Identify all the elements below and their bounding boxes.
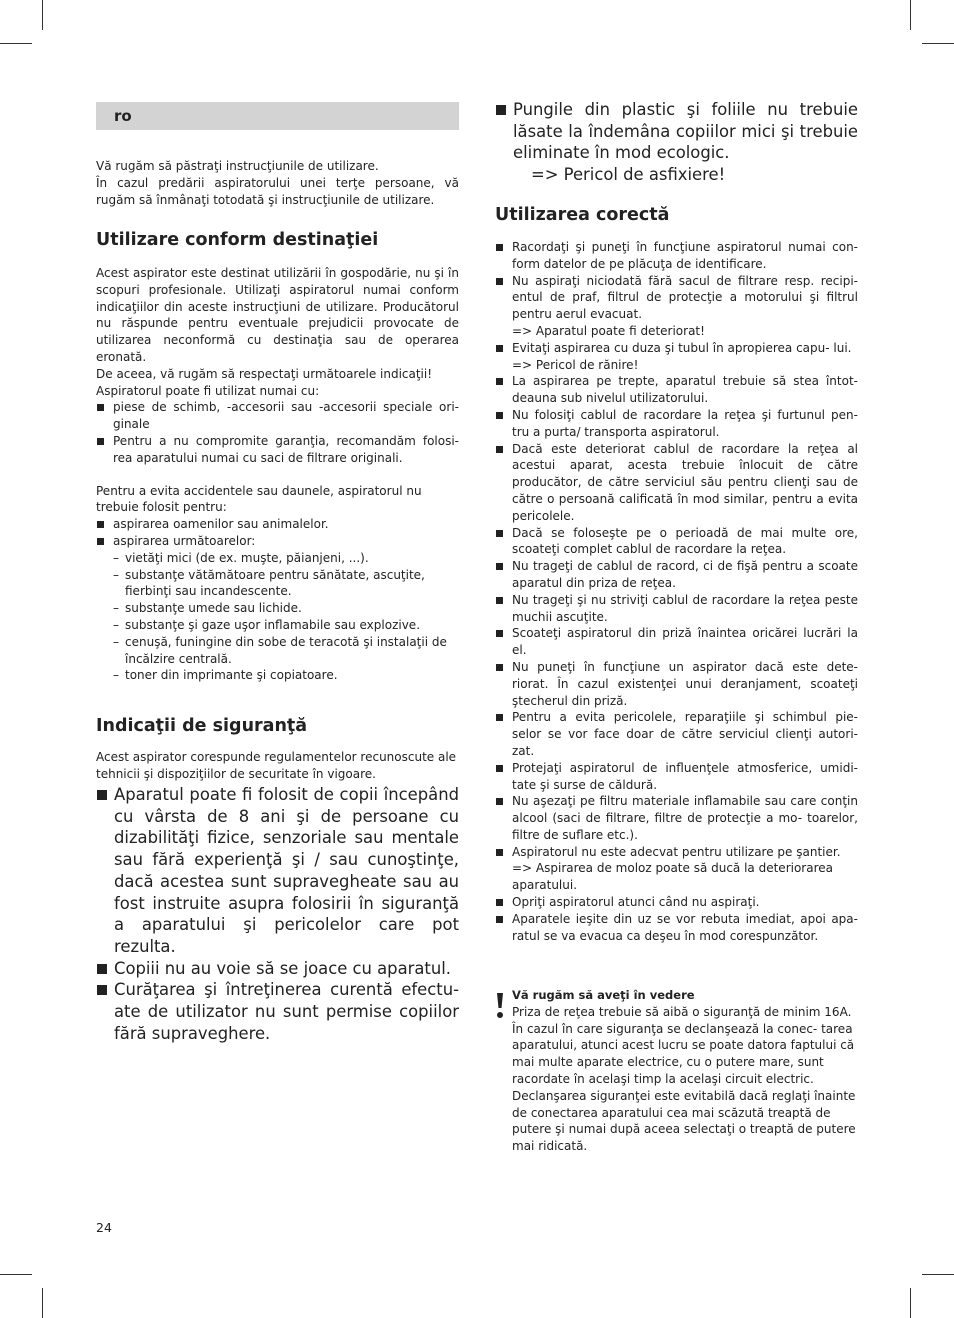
- list-item: [495, 99, 858, 186]
- crop-mark: [42, 0, 43, 30]
- dash-item: – substanţe şi gaze uşor inflamabile sau explozive.: [113, 617, 459, 634]
- paragraph: Priza de reţea trebuie să aibă o siguranţă de minim 16A.: [512, 1004, 852, 1019]
- list-item: [495, 844, 858, 894]
- intended-use-section: [96, 265, 459, 684]
- list-item-text: Nu trageţi şi nu striviţi cablul de racordare la reţea peste muchii ascuţite.: [512, 592, 858, 624]
- paragraph: În cazul în care siguranţa se declanşează la conec- tarea aparatului, atunci acest lucru se poate datora faptului că mai multe aparate electrice, cu o putere mare, sunt racordate în acelaşi timp la acelaşi circuit electric.: [512, 1021, 855, 1086]
- list-item: Curăţarea şi întreţinerea curentă efectu- ate de utilizator nu sunt permise copiilor fără supraveghere.: [96, 979, 459, 1044]
- list-item-text: Scoateţi aspiratorul din priză înaintea oricărei lucrări la el.: [512, 626, 858, 658]
- page-number: 24: [96, 1220, 112, 1235]
- crop-mark: [0, 43, 32, 44]
- paragraph: De aceea, vă rugăm să respectaţi următoarele indicaţii!: [96, 366, 433, 381]
- list-item-text: Nu aşezaţi pe filtru materiale inflamabile sau care conţin alcool (saci de filtrare, filtre de protecţie a mo- toarelor, filtre de suflare etc.).: [512, 794, 858, 842]
- crop-mark: [42, 1288, 43, 1318]
- note: => Aparatul poate fi deteriorat!: [512, 323, 705, 338]
- paragraph: Pentru a evita accidentele sau daunele, aspiratorul nu trebuie folosit pentru:: [96, 483, 422, 515]
- list-item: [495, 407, 858, 441]
- list-item-text: Pentru a evita pericolele, reparaţiile şi schimbul pie- selor se vor face doar de către serviciul clienţi autori- zat.: [512, 710, 858, 758]
- list-item: [495, 894, 858, 911]
- list-item: [495, 659, 858, 709]
- list-item-text: Aspiratorul nu este adecvat pentru utilizare pe şantier.: [512, 844, 841, 859]
- warning-box: [512, 987, 858, 1155]
- dash-item: – substanţe umede sau lichide.: [113, 600, 459, 617]
- list-item-text: Opriţi aspiratorul atunci când nu aspiraţi.: [512, 895, 760, 910]
- list-item: piese de schimb, -accesorii sau -accesorii speciale ori- ginale: [96, 399, 459, 433]
- list-item: [495, 592, 858, 626]
- dash-item: – vietăţi mici (de ex. muşte, păianjeni, ...).: [113, 550, 459, 567]
- dash-item: – substanţe vătămătoare pentru sănătate, ascuţite, fierbinţi sau incandescente.: [113, 567, 459, 601]
- exclamation-icon: [495, 993, 505, 1019]
- list-item-text: Racordaţi şi puneţi în funcţiune aspiratorul numai con- form datelor de pe plăcuţa de identificare.: [512, 240, 858, 271]
- correct-use-list: [495, 239, 858, 944]
- safety-list: [96, 784, 459, 1044]
- paragraph: Aspiratorul poate fi utilizat numai cu:: [96, 383, 320, 398]
- list-item-text: Protejaţi aspiratorul de influenţele atmosferice, umidi- tate şi surse de căldură.: [512, 760, 858, 792]
- list-item: [495, 340, 858, 374]
- intro-line: În cazul predării aspiratorului unei terţe persoane, vă rugăm să înmânaţi totodată şi instrucţiunile de utilizare.: [96, 175, 459, 207]
- note: => Aspirarea de moloz poate să ducă la deteriorarea aparatului.: [512, 861, 833, 893]
- warning-title: Vă rugăm să aveţi în vedere: [512, 988, 695, 1002]
- paragraph: Declanşarea siguranţei este evitabilă dacă reglaţi înainte de conectarea aparatului cea mai scăzută treaptă de putere şi numai după aceea selectaţi o treaptă de putere mai ridicată.: [512, 1088, 856, 1154]
- crop-mark: [910, 0, 911, 30]
- paragraph: Acest aspirator este destinat utilizării în gospodărie, nu şi în scopuri profesionale. Utilizaţi aspiratorul numai conform indicaţiilor din aceste instrucţiuni de utilizare. Producătorul nu răspunde pentru eventuale prejudicii provocate de utilizarea neconformă cu destinaţia sau de operarea eronată.: [96, 266, 459, 364]
- crop-mark: [922, 43, 954, 44]
- dash-item: – toner din imprimante şi copiatoare.: [113, 667, 459, 684]
- intro-line: Vă rugăm să păstraţi instrucţiunile de utilizare.: [96, 159, 379, 173]
- language-code: ro: [114, 107, 132, 125]
- list-item: [495, 441, 858, 525]
- crop-mark: [922, 1274, 954, 1275]
- list-item: [495, 558, 858, 592]
- paragraph: Acest aspirator corespunde regulamentelor recunoscute ale tehnicii şi dispoziţiilor de securitate în vigoare.: [96, 750, 457, 781]
- list-item: [495, 911, 858, 945]
- dash-item: – cenuşă, funingine din sobe de teracotă şi instalaţii de încălzire centrală.: [113, 634, 459, 668]
- list-item: Copiii nu au voie să se joace cu aparatul.: [96, 958, 459, 980]
- section-title: Utilizare conform destinaţiei: [96, 230, 379, 250]
- list-item-text: La aspirarea pe trepte, aparatul trebuie să stea întot- deauna sub nivelul utilizatorului.: [512, 374, 858, 406]
- list-item: [495, 793, 858, 843]
- list-item: Aparatul poate fi folosit de copii începând cu vârsta de 8 ani şi de persoane cu dizabilităţi fizice, senzoriale sau mentale sau fără experienţă şi / sau cunoştinţe, dacă acestea sunt supravegheate sau au fost instruite asupra folosirii în siguranţă a aparatului şi pericolelor care pot rezulta.: [96, 784, 459, 958]
- list-item: [495, 239, 858, 273]
- section-title: Indicaţii de siguranţă: [96, 716, 308, 736]
- section-title: Utilizarea corectă: [495, 205, 670, 225]
- list-item-text: Dacă este deteriorat cablul de racordare la reţea al acestui aparat, acesta trebuie înlocuit de către producător, de către serviciul său pentru clienţi sau de către o persoană calificată în mod similar, pentru a evita pericolele.: [512, 441, 858, 523]
- plastic-bags-warning: [495, 99, 858, 186]
- note: => Pericol de asfixiere!: [531, 165, 726, 185]
- crop-mark: [0, 1274, 32, 1275]
- list-item-text: Nu puneţi în funcţiune un aspirator dacă este dete- riorat. În cazul existenţei unui deranjament, scoateţi ştecherul din priză.: [512, 659, 858, 708]
- language-bar: [96, 102, 459, 130]
- list-item-text: Aparatele ieşite din uz se vor rebuta imediat, apoi apa- ratul se va evacua ca deşeu în mod corespunzător.: [512, 911, 858, 943]
- list-item: [495, 373, 858, 407]
- list-item: [495, 625, 858, 659]
- list-item: [495, 525, 858, 559]
- list-item: aspirarea oamenilor sau animalelor.: [96, 516, 459, 533]
- note: => Pericol de rănire!: [512, 357, 639, 372]
- crop-mark: [910, 1288, 911, 1318]
- list-item-text: Nu trageţi de cablul de racord, ci de fişă pentru a scoate aparatul din priza de reţea.: [512, 559, 858, 590]
- safety-intro: [96, 749, 459, 783]
- list-item: [495, 273, 858, 340]
- list-item-text: Dacă se foloseşte pe o perioadă de mai multe ore, scoateţi complet cablul de racordare la reţea.: [512, 525, 858, 557]
- intro-text: [96, 158, 459, 208]
- list-item: [495, 760, 858, 794]
- list-item-text: Nu aspiraţi niciodată fără sacul de filtrare resp. recipi- entul de praf, filtrul de protecţie a motorului şi filtrul pentru aerul evacuat.: [512, 273, 858, 322]
- list-item: Pentru a nu compromite garanţia, recomandăm folosi- rea aparatului numai cu saci de filtrare originali.: [96, 433, 459, 467]
- list-item: [495, 709, 858, 759]
- list-item-text: Evitaţi aspirarea cu duza şi tubul în apropierea capu- lui.: [512, 340, 852, 355]
- list-item: aspirarea următoarelor:: [96, 533, 459, 550]
- list-item-text: Nu folosiţi cablul de racordare la reţea şi furtunul pen- tru a purta/ transporta aspiratorul.: [512, 407, 858, 439]
- list-item-text: Pungile din plastic şi foliile nu trebuie lăsate la îndemâna copiilor mici şi trebuie eliminate în mod ecologic.: [513, 100, 858, 163]
